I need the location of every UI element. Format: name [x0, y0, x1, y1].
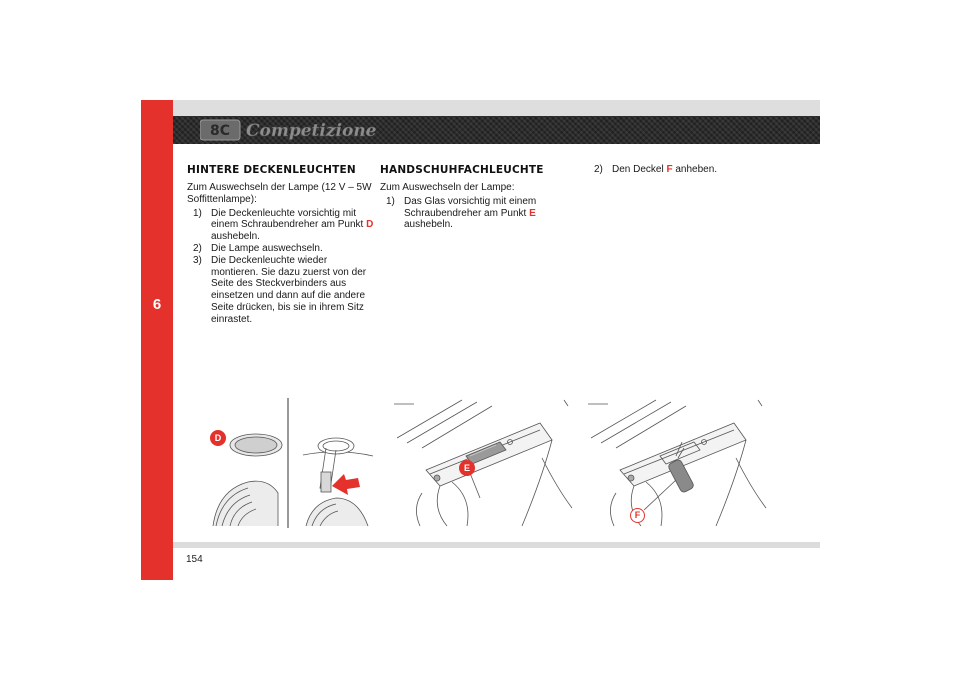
section-continued	[588, 164, 778, 176]
callout-ref: E	[529, 207, 536, 219]
section-intro: Zum Auswechseln der Lampe (12 V – 5W Soffittenlampe):	[187, 182, 372, 205]
logo-name: Competizione	[246, 121, 377, 141]
header-band	[173, 100, 820, 116]
section-intro: Zum Auswechseln der Lampe:	[380, 182, 515, 193]
list-item: 2) Den Deckel F anheben.	[594, 164, 718, 175]
callout-e: E	[459, 460, 475, 476]
chapter-tab	[141, 100, 173, 580]
step-list	[187, 208, 377, 326]
list-item: 1) Die Deckenleuchte vorsichtig mit einem Schraubendreher am Punkt D aushebeln.	[193, 207, 374, 243]
chapter-number: 6	[152, 296, 162, 313]
list-item: 2) Die Lampe auswechseln.	[193, 242, 323, 254]
figure-glovebox-lens	[392, 398, 577, 528]
competizione-logo	[200, 118, 390, 142]
logo-prefix: 8C	[209, 123, 231, 139]
section-glovebox-light	[380, 164, 570, 231]
step-list	[588, 164, 778, 176]
callout-ref: F	[666, 164, 673, 175]
callout-f: F	[630, 508, 645, 523]
arrow-icon	[332, 474, 360, 495]
section-title: HINTERE DECKENLEUCHTEN	[187, 164, 356, 176]
figure-ceiling-light	[208, 398, 378, 528]
page-number: 154	[186, 554, 203, 565]
step-list	[380, 196, 570, 231]
callout-ref: D	[366, 219, 374, 231]
section-title: HANDSCHUHFACHLEUCHTE	[380, 164, 544, 176]
list-item: 1) Das Glas vorsichtig mit einem Schraubendreher am Punkt E aushebeln.	[386, 195, 537, 231]
footer-band	[173, 542, 820, 548]
section-rear-lights	[187, 164, 377, 326]
callout-d: D	[210, 430, 226, 446]
list-item: 3) Die Deckenleuchte wieder montieren. Sie dazu zuerst von der Seite des Steckverbinders aus einsetzen und dann auf die andere Seite drücken, bis sie in ihrem Sitz einrastet.	[193, 254, 367, 325]
figure-glovebox-cover	[586, 398, 771, 528]
